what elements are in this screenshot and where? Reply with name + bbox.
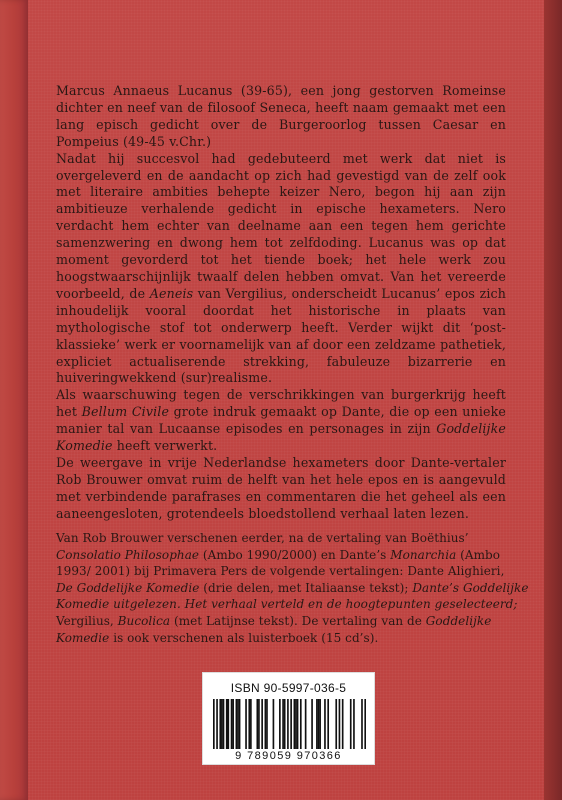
barcode-bar (236, 699, 238, 749)
credits-line (56, 630, 506, 647)
barcode-bar (265, 699, 267, 749)
italic-title-text: Aeneis (149, 285, 194, 301)
blurb-paragraph (56, 387, 506, 455)
barcode-bar (223, 699, 225, 749)
barcode-bars (213, 699, 366, 749)
barcode-bar (353, 699, 355, 749)
blurb-paragraph (56, 455, 506, 523)
barcode-bar (342, 699, 344, 749)
credits-line (56, 547, 506, 564)
barcode-bar (290, 699, 292, 749)
barcode-label (202, 672, 375, 765)
text-run: Vergilius, (56, 613, 118, 628)
barcode-bar (226, 699, 228, 749)
barcode-bar (245, 699, 247, 749)
barcode-bar (256, 699, 258, 749)
barcode-bar (248, 699, 250, 749)
text-run: Marcus Annaeus Lucanus (39-65), een jong gestorven Romeinse dichter en neef van de filosoof Seneca, heeft naam gemaakt met een lang episch gedicht over de Burgeroorlog tussen Caesar en Pompeius (49-45 v.Chr.) (56, 83, 506, 149)
barcode-bar (287, 699, 289, 749)
text-run: (drie delen, met Italiaanse tekst); (199, 580, 413, 595)
barcode-bar (294, 699, 296, 749)
page-edge (544, 0, 562, 800)
text-run: is ook verschenen als luisterboek (15 cd’s). (109, 630, 379, 645)
isbn-text: ISBN 90-5997-036-5 (230, 681, 347, 695)
text-run: heeft verwerkt. (112, 438, 218, 454)
italic-title-text: Consolatio Philosophae (56, 547, 200, 562)
barcode-bar (361, 699, 363, 749)
text-run: De weergave in vrije Nederlandse hexameters door Dante-vertaler Rob Brouwer omvat ruim de helft van het hele epos en is aangevuld met verbindende parafrases en commentaren die het geheel als een aaneengesloten, grotendeels bloedstollend verhaal laten lezen. (56, 454, 506, 521)
italic-title-text: De Goddelijke Komedie (56, 580, 200, 595)
barcode-bar (284, 699, 286, 749)
barcode-bar (213, 699, 215, 749)
text-run: Nadat hij succesvol had gedebuteerd met werk dat niet is overgeleverd en de aandacht op zich had gevestigd van de zelf ook met literaire ambities behepte keizer Nero, begon hij aan zijn ambitieuze verhalende gedicht in epische hexameters. Nero verdacht hem echter van deelname aan een tegen hem gerichte samenzwering en dwong hem tot zelfdoding. Lucanus was op dat moment gevorderd tot het tiende boek; het hele werk zou hoogstwaarschijnlijk twaalf delen hebben omvat. Van het vereerde voorbeeld, de (56, 150, 506, 301)
text-run: Als waarschuwing tegen de verschrikkingen van burgerkrijg heeft het (56, 387, 506, 420)
barcode-bar (339, 699, 341, 749)
barcode-bar (297, 699, 299, 749)
barcode-bar (266, 699, 268, 749)
translator-credits (56, 530, 529, 646)
barcode-bar (258, 699, 260, 749)
blurb-paragraph (56, 83, 506, 151)
barcode-bar (327, 699, 329, 749)
text-run: Van Rob Brouwer verschenen eerder, na de vertaling van Boëthius’ (56, 531, 469, 545)
barcode-bar (311, 699, 313, 749)
barcode-bar (295, 699, 297, 749)
barcode-bar (273, 699, 275, 749)
book-spine (0, 0, 28, 800)
text-run: 1993/ 2001) bij Primavera Pers de volgende vertalingen: Dante Alighieri, (56, 564, 505, 579)
credits-line (56, 563, 506, 580)
barcode-bar (282, 699, 284, 749)
barcode-bar (231, 699, 233, 749)
italic-title-text: Dante’s Goddelijke (412, 580, 529, 595)
italic-title-text: Goddelijke (425, 613, 492, 628)
italic-title-text: Goddelijke Komedie (56, 421, 506, 454)
text-run: (Ambo 1990/2000) en Dante’s (199, 547, 391, 562)
blurb-text (56, 83, 506, 523)
barcode-bar (221, 699, 223, 749)
credits-line (56, 596, 518, 613)
ean-number: 9 789059 970366 (235, 750, 342, 762)
barcode-bar (305, 699, 307, 749)
credits-line (56, 613, 506, 630)
italic-title-text: Bucolica (117, 613, 171, 628)
italic-title-text: Komedie uitgelezen. Het verhaal verteld en de hoogtepunten geselecteerd; (56, 597, 518, 612)
barcode-bar (279, 699, 281, 749)
barcode-bar (250, 699, 252, 749)
text-run: (Ambo (456, 547, 501, 562)
text-run: grote indruk gemaakt op Dante, die op een unieke manier tal van Lucaanse episodes en personages in zijn (56, 404, 506, 437)
credits-line (56, 530, 506, 547)
barcode-bar (300, 699, 302, 749)
barcode-bar (216, 699, 218, 749)
barcode-bar (316, 699, 318, 749)
italic-title-text: Bellum Civile (81, 404, 170, 420)
barcode-bar (324, 699, 326, 749)
barcode-bar (318, 699, 320, 749)
barcode-bar (237, 699, 239, 749)
credits-line (56, 580, 529, 597)
barcode-bar (335, 699, 337, 749)
italic-title-text: Monarchia (390, 547, 457, 562)
text-run: van Vergilius, onderscheidt Lucanus’ epos zich inhoudelijk vooral doordat het historische in plaats van mythologische stof tot onderwerp heeft. Verder wijkt dit ‘post-klassieke’ werk er voornamelijk van af door een zeldzame pathetiek, expliciet actualiserende strekking, fabuleuze bizarrerie en huiveringwekkend (sur)realisme. (56, 285, 506, 386)
barcode-bar (239, 699, 241, 749)
barcode-bar (350, 699, 352, 749)
blurb-paragraph (56, 151, 506, 388)
barcode-bar (227, 699, 229, 749)
barcode-bar (232, 699, 234, 749)
barcode-bar (219, 699, 221, 749)
barcode-bar (364, 699, 366, 749)
italic-title-text: Komedie (56, 630, 110, 645)
text-run: (met Latijnse tekst). De vertaling van de (170, 613, 426, 628)
barcode-bar (319, 699, 321, 749)
barcode-bar (261, 699, 263, 749)
